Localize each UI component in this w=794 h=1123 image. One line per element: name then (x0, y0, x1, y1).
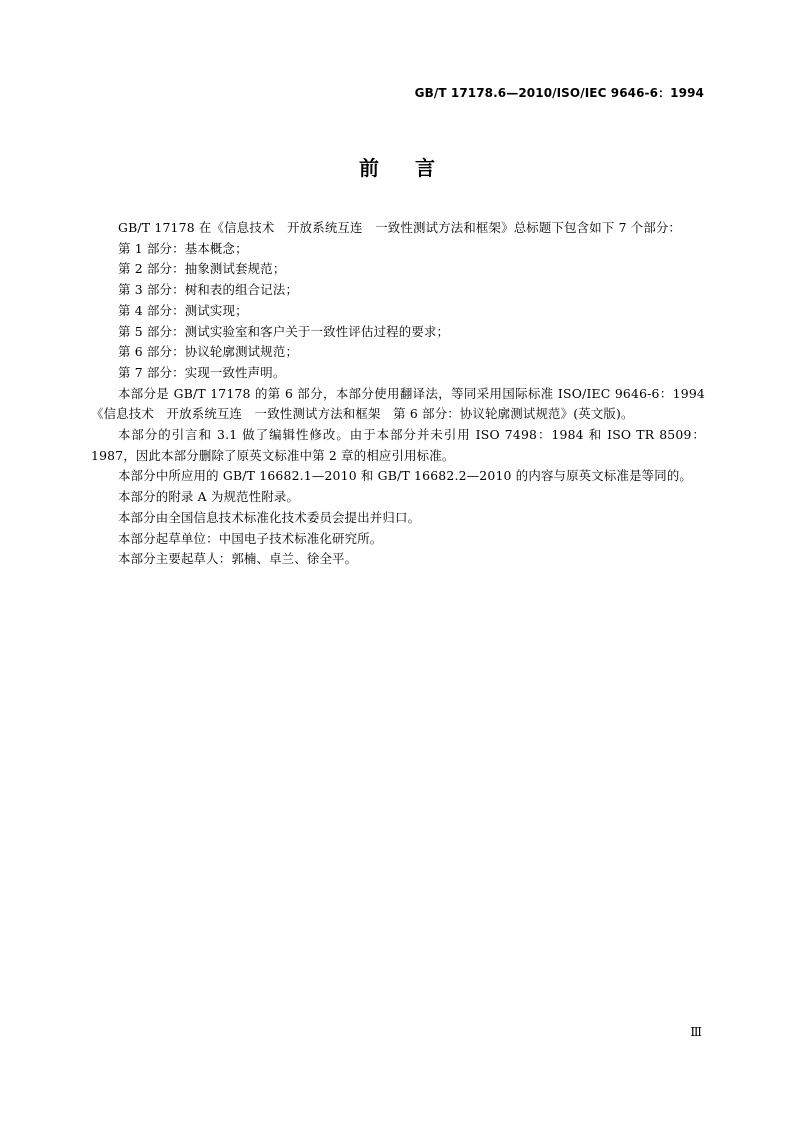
list-item-part-2: 第 2 部分：抽象测试套规范； (118, 261, 286, 277)
paragraph-equivalence: 本部分中所应用的 GB/T 16682.1—2010 和 GB/T 16682.2—2010 的内容与原英文标准是等同的。 (118, 468, 693, 484)
list-item-part-5: 第 5 部分：测试实验室和客户关于一致性评估过程的要求； (118, 323, 450, 339)
paragraph-modifications: 本部分的引言和 3.1 做了编辑性修改。由于本部分并未引用 ISO 7498：1984 和 ISO TR 8509：1987，因此本部分删除了原英文标准中第 2 章的相应引用标准。 (91, 427, 705, 463)
list-item-part-4: 第 4 部分：测试实现； (118, 302, 248, 318)
list-item-part-7: 第 7 部分：实现一致性声明。 (118, 364, 286, 380)
list-item-part-1: 第 1 部分：基本概念； (118, 240, 248, 256)
standard-code-header: GB/T 17178.6—2010/ISO/IEC 9646-6：1994 (414, 86, 704, 100)
page-title: 前言 (359, 156, 471, 180)
paragraph-drafters: 本部分主要起草人：郭楠、卓兰、徐全平。 (118, 551, 358, 567)
paragraph-adoption: 本部分是 GB/T 17178 的第 6 部分，本部分使用翻译法，等同采用国际标准 ISO/IEC 9646-6：1994《信息技术 开放系统互连 一致性测试方法和框架 第 6 部分：协议轮廓测试规范》(英文版)。 (91, 385, 705, 422)
paragraph-annex: 本部分的附录 A 为规范性附录。 (118, 489, 300, 505)
document-body (91, 218, 705, 570)
list-item-part-3: 第 3 部分：树和表的组合记法； (118, 282, 299, 298)
paragraph-proposer: 本部分由全国信息技术标准化技术委员会提出并归口。 (118, 509, 421, 525)
list-item-part-6: 第 6 部分：协议轮廓测试规范； (118, 344, 299, 360)
paragraph-drafting-unit: 本部分起草单位：中国电子技术标准化研究所。 (118, 530, 383, 546)
paragraph-intro: GB/T 17178 在《信息技术 开放系统互连 一致性测试方法和框架》总标题下包含如下 7 个部分： (118, 220, 682, 235)
page-number: Ⅲ (690, 1025, 702, 1039)
